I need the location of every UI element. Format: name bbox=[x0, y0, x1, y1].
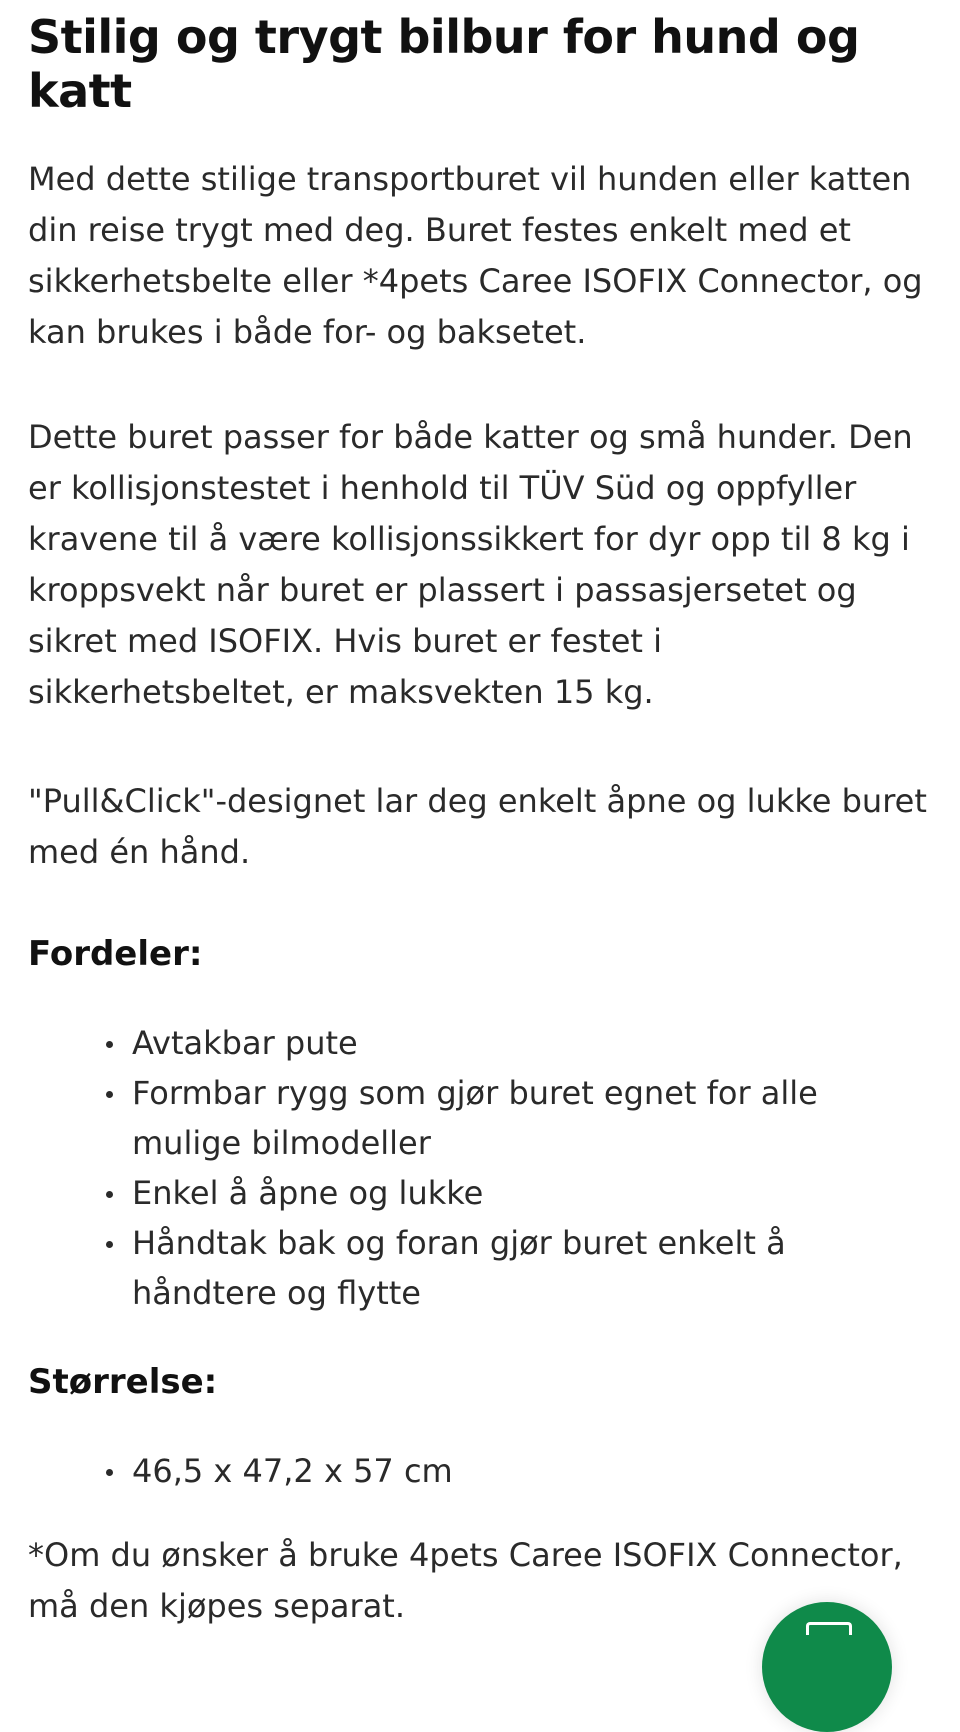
footnote: *Om du ønsker å bruke 4pets Caree ISOFIX Connector, må den kjøpes separat. bbox=[28, 1536, 903, 1625]
list-item: Formbar rygg som gjør buret egnet for alle mulige bilmodeller bbox=[132, 1068, 912, 1168]
description-paragraph-2: Dette buret passer for både katter og små hunder. Den er kollisjonstestet i henhold til TÜV Süd og oppfyller kravene til å være kollisjonssikkert for dyr opp til 8 kg i kroppsvekt når buret er plassert i passasjersetet og sikret med ISOFIX. Hvis buret er festet i sikkerhetsbeltet, er maksvekten 15 kg. bbox=[28, 418, 913, 711]
size-list bbox=[98, 1446, 912, 1496]
list-item: Avtakbar pute bbox=[132, 1018, 912, 1068]
description-paragraph-1: Med dette stilige transportburet vil hunden eller katten din reise trygt med deg. Buret festes enkelt med et sikkerhetsbelte eller *4pets Caree ISOFIX Connector, og kan brukes i både for- og baksetet. bbox=[28, 160, 923, 351]
size-heading: Størrelse: bbox=[28, 1362, 218, 1402]
list-item: Enkel å åpne og lukke bbox=[132, 1168, 912, 1218]
list-item: Håndtak bak og foran gjør buret enkelt å håndtere og flytte bbox=[132, 1218, 912, 1318]
list-item: 46,5 x 47,2 x 57 cm bbox=[132, 1446, 912, 1496]
chat-icon bbox=[806, 1622, 852, 1635]
description-paragraph-3: "Pull&Click"-designet lar deg enkelt åpne og lukke buret med én hånd. bbox=[28, 782, 927, 871]
benefits-list bbox=[98, 1018, 912, 1318]
chat-button[interactable] bbox=[762, 1602, 892, 1732]
benefits-heading: Fordeler: bbox=[28, 934, 203, 974]
product-description bbox=[28, 10, 928, 1625]
page-title: Stilig og trygt bilbur for hund og katt bbox=[28, 10, 860, 118]
